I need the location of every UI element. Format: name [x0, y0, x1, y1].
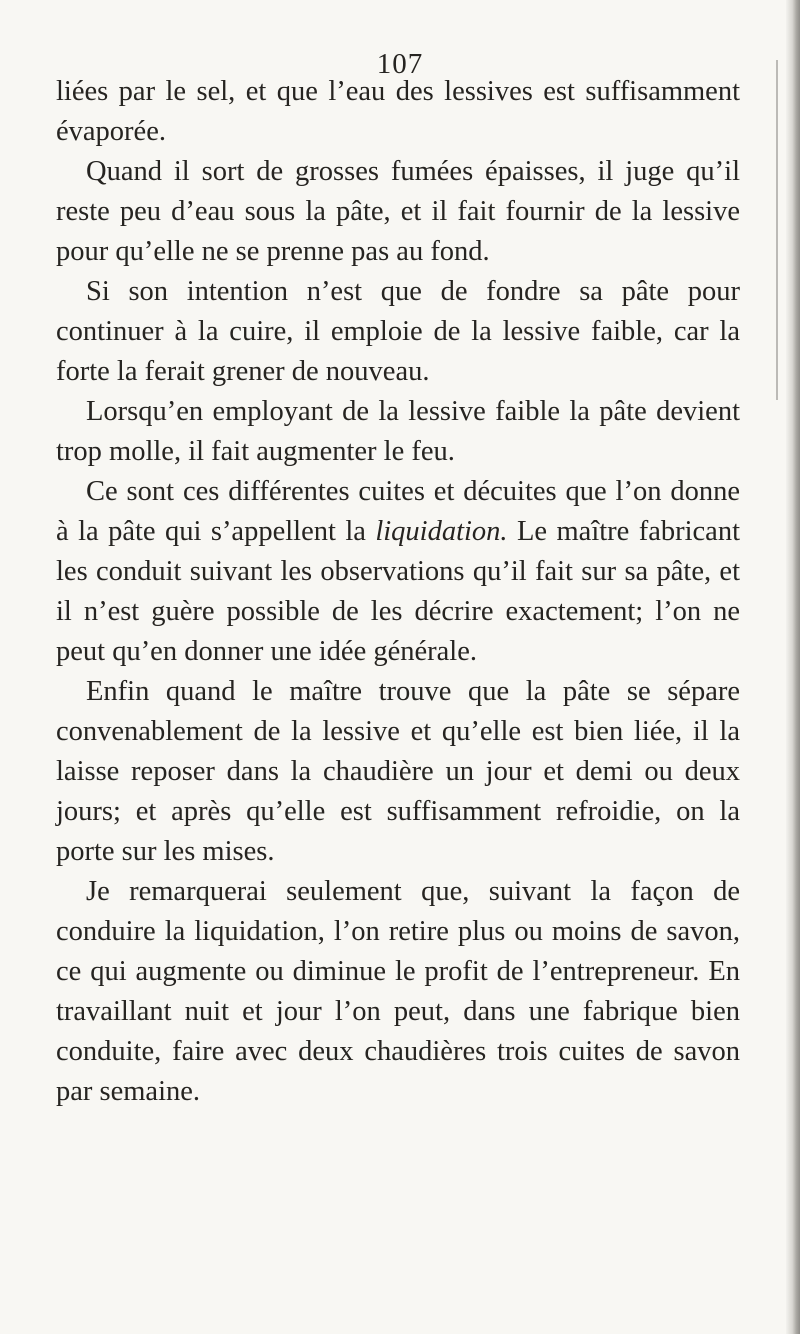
- paragraph-liquidation: [56, 472, 740, 672]
- page-edge-line: [776, 60, 778, 400]
- body-text: [56, 72, 740, 1112]
- paragraph-continuation: liées par le sel, et que l’eau des lessives est suffisamment évaporée.: [56, 76, 740, 147]
- paragraph-soft-paste: Lorsqu’en employant de la lessive faible la pâte devient trop molle, il fait augmenter le feu.: [56, 396, 740, 467]
- paragraph-melting-paste: Si son intention n’est que de fondre sa pâte pour continuer à la cuire, il emploie de la lessive faible, car la forte la ferait grener de nouveau.: [56, 276, 740, 387]
- liquidation-text-after: Le maître fabricant les conduit suivant les observations qu’il fait sur sa pâte, et il n’est guère possible de les décrire exactement; l’on ne peut qu’en donner une idée générale.: [56, 516, 740, 667]
- liquidation-term: liquidation.: [375, 516, 508, 547]
- paragraph-resting: Enfin quand le maître trouve que la pâte se sépare convenablement de la lessive et qu’elle est bien liée, il la laisse reposer dans la chaudière un jour et demi ou deux jours; et après qu’elle est suffisamment refroidie, on la porte sur les mises.: [56, 676, 740, 867]
- page-edge-shadow: [786, 0, 800, 1334]
- liquidation-text-before: Ce sont ces différentes cuites et décuites que l’on donne à la pâte qui s’appellent la: [56, 476, 740, 547]
- paragraph-thick-smoke: Quand il sort de grosses fumées épaisses, il juge qu’il reste peu d’eau sous la pâte, et il fait fournir de la lessive pour qu’elle ne se prenne pas au fond.: [56, 156, 740, 267]
- paragraph-profit: Je remarquerai seulement que, suivant la façon de conduire la liquidation, l’on retire plus ou moins de savon, ce qui augmente ou diminue le profit de l’entrepreneur. En travaillant nuit et jour l’on peut, dans une fabrique bien conduite, faire avec deux chaudières trois cuites de savon par semaine.: [56, 876, 740, 1107]
- page-number: 107: [376, 48, 424, 80]
